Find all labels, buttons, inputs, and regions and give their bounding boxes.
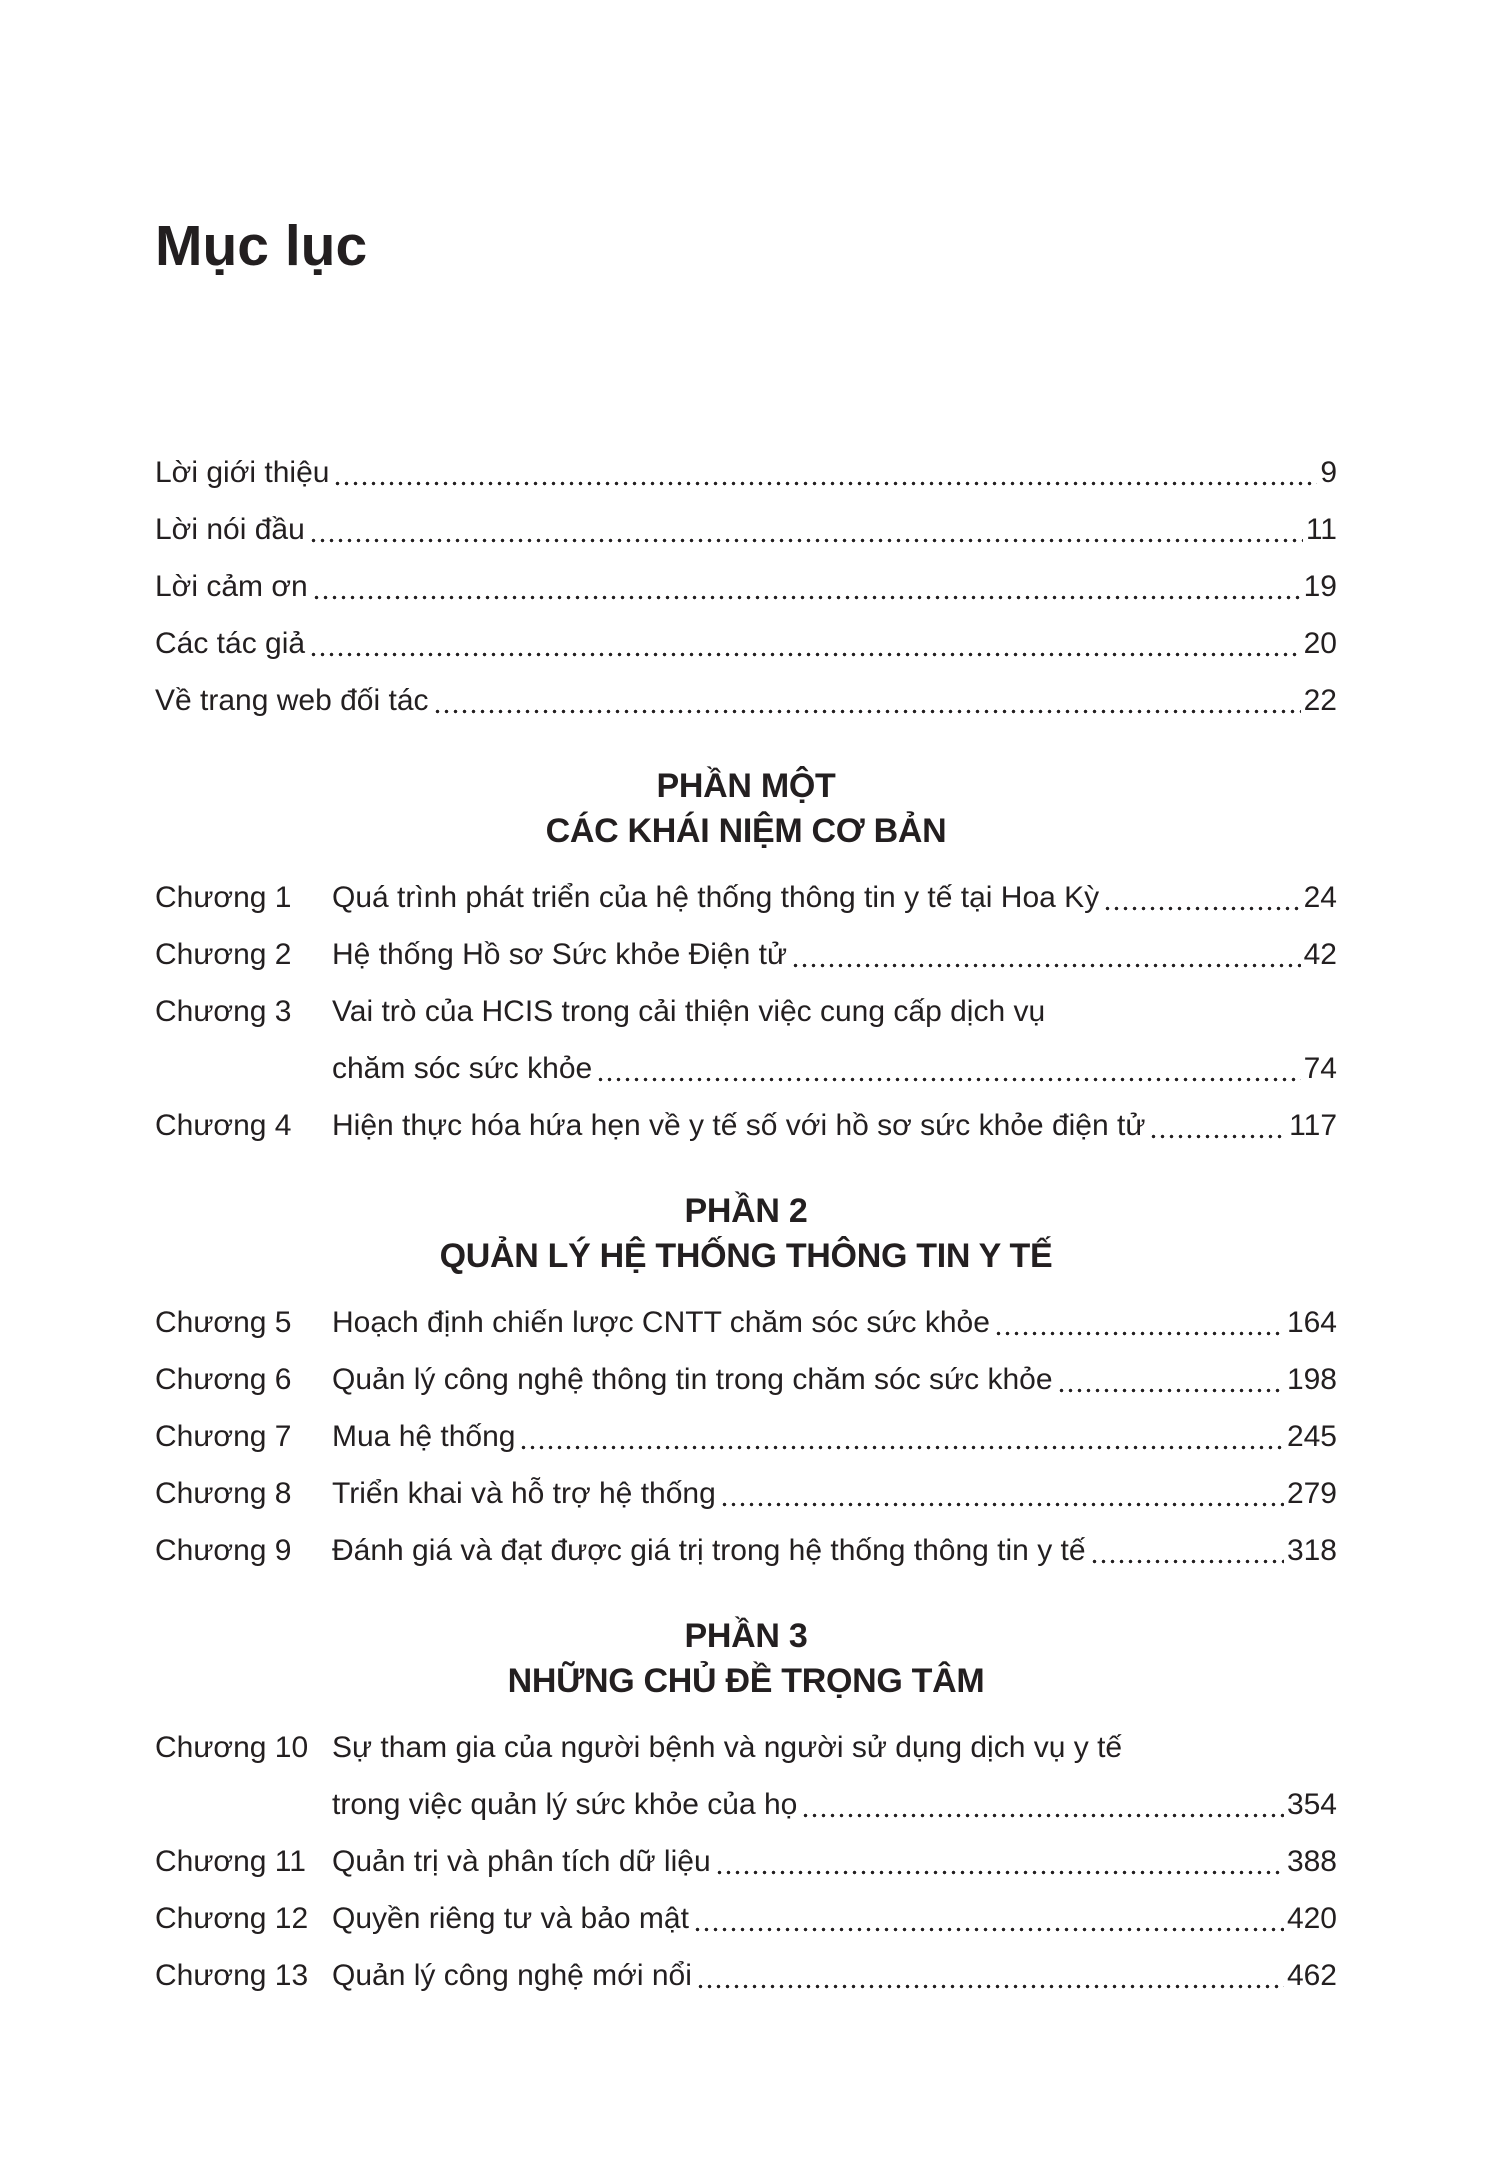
chapter-title-line: Vai trò của HCIS trong cải thiện việc cung cấp dịch vụ [332,995,1046,1028]
part-heading [155,1614,1337,1704]
chapter-entry [155,1294,1337,1351]
chapter-label: Chương 6 [155,1363,292,1396]
chapter-label: Chương 2 [155,938,292,971]
page-number: 354 [1286,1788,1337,1821]
chapter-label: Chương 1 [155,881,292,914]
chapter-label: Chương 8 [155,1477,292,1510]
entry-title: Quản lý công nghệ mới nổi [332,1959,692,1992]
chapter-label: Chương 11 [155,1845,306,1878]
front-matter-entry [155,501,1337,558]
entry-title: Các tác giả [155,627,306,660]
page-number: 9 [1320,456,1337,489]
entry-title: Mua hệ thống [332,1420,516,1453]
dot-leader [309,501,1303,558]
chapter-entry [155,1522,1337,1579]
chapter-entry [155,1465,1337,1522]
entry-title: Quá trình phát triển của hệ thống thông tin y tế tại Hoa Kỳ [332,881,1100,914]
dot-leader [519,1408,1283,1465]
toc-entry-line [332,1294,1337,1351]
entry-title: Về trang web đối tác [155,684,429,717]
dot-leader [1090,1522,1284,1579]
page-number: 420 [1286,1902,1337,1935]
toc-entry-line [332,1833,1337,1890]
page-number: 164 [1286,1306,1337,1339]
chapter-entry [155,1947,1337,2004]
toc-entry-line [332,1351,1337,1408]
chapter-label: Chương 4 [155,1109,292,1142]
chapter-label: Chương 3 [155,995,292,1028]
entry-title: Hiện thực hóa hứa hẹn về y tế số với hồ sơ sức khỏe điện tử [332,1109,1146,1142]
toc-entry-line [155,672,1337,729]
dot-leader [333,444,1317,501]
page-number: 245 [1286,1420,1337,1453]
chapter-title-block [332,1294,1337,1351]
chapter-list [155,869,1337,1154]
part-title: NHỮNG CHỦ ĐỀ TRỌNG TÂM [507,1662,985,1700]
part-number: PHẦN 3 [684,1617,808,1655]
toc-entry-line [332,1522,1337,1579]
entry-title: Quản trị và phân tích dữ liệu [332,1845,711,1878]
chapter-label: Chương 9 [155,1534,292,1567]
chapter-title-block [332,983,1337,1097]
dot-leader [693,1890,1284,1947]
entry-title: Quản lý công nghệ thông tin trong chăm sóc sức khỏe [332,1363,1053,1396]
entry-title: Lời nói đầu [155,513,305,546]
front-matter-entry [155,558,1337,615]
part-number: PHẦN MỘT [656,767,836,805]
entry-title: Triển khai và hỗ trợ hệ thống [332,1477,716,1510]
chapter-title-block [332,1833,1337,1890]
chapter-title-block [332,1351,1337,1408]
toc-entry-line [332,1097,1337,1154]
dot-leader [720,1465,1284,1522]
dot-leader [1149,1097,1286,1154]
front-matter-entry [155,444,1337,501]
chapter-title-block [332,1522,1337,1579]
dot-leader [791,926,1301,983]
chapter-entry [155,983,1337,1097]
part-title: CÁC KHÁI NIỆM CƠ BẢN [545,812,947,850]
page-number: 20 [1303,627,1337,660]
toc-entry-line [155,558,1337,615]
chapter-list [155,1719,1337,2004]
chapter-entry [155,869,1337,926]
entry-title: Quyền riêng tư và bảo mật [332,1902,689,1935]
dot-leader [1057,1351,1284,1408]
toc-entry-line [155,615,1337,672]
front-matter-entry [155,615,1337,672]
page-number: 24 [1303,881,1337,914]
chapter-label: Chương 7 [155,1420,292,1453]
chapter-title-block [332,926,1337,983]
chapter-label: Chương 13 [155,1959,309,1992]
toc-entry-line [332,926,1337,983]
entry-title: trong việc quản lý sức khỏe của họ [332,1788,798,1821]
toc-entry-line [332,869,1337,926]
chapter-label: Chương 10 [155,1731,309,1764]
entry-title: Hoạch định chiến lược CNTT chăm sóc sức khỏe [332,1306,990,1339]
dot-leader [433,672,1301,729]
chapter-title-block [332,1097,1337,1154]
part-title: QUẢN LÝ HỆ THỐNG THÔNG TIN Y TẾ [439,1237,1053,1275]
chapter-list [155,1294,1337,1579]
sections-container [155,764,1337,2004]
chapter-label: Chương 12 [155,1902,309,1935]
chapter-entry [155,1097,1337,1154]
chapter-title-block [332,869,1337,926]
page-number: 42 [1303,938,1337,971]
chapter-entry [155,1351,1337,1408]
toc-entry-line [332,1465,1337,1522]
dot-leader [696,1947,1284,2004]
chapter-entry [155,1408,1337,1465]
toc-entry-line [332,1040,1337,1097]
chapter-title-block [332,1465,1337,1522]
entry-title: Đánh giá và đạt được giá trị trong hệ thống thông tin y tế [332,1534,1086,1567]
dot-leader [596,1040,1300,1097]
dot-leader [312,558,1301,615]
page-number: 279 [1286,1477,1337,1510]
page-number: 117 [1289,1109,1337,1142]
part-heading [155,764,1337,854]
entry-title: chăm sóc sức khỏe [332,1052,593,1085]
dot-leader [309,615,1301,672]
chapter-title-line: Sự tham gia của người bệnh và người sử dụng dịch vụ y tế [332,1731,1123,1764]
toc-entry-line [332,1947,1337,2004]
chapter-entry [155,1890,1337,1947]
chapter-title-block [332,1408,1337,1465]
toc-entry-line [155,444,1337,501]
page-number: 11 [1305,513,1337,546]
chapter-title-block [332,1719,1337,1833]
entry-title: Hệ thống Hồ sơ Sức khỏe Điện tử [332,938,788,971]
page-number: 462 [1286,1959,1337,1992]
page-number: 318 [1286,1534,1337,1567]
page-number: 74 [1303,1052,1337,1085]
chapter-title-block [332,1890,1337,1947]
part-number: PHẦN 2 [684,1192,808,1230]
dot-leader [715,1833,1284,1890]
front-matter-list [155,444,1337,729]
toc-entry-line [332,1776,1337,1833]
toc-entry-line [155,501,1337,558]
chapter-label: Chương 5 [155,1306,292,1339]
dot-leader [801,1776,1284,1833]
part-heading [155,1189,1337,1279]
chapter-entry [155,1719,1337,1833]
entry-title: Lời giới thiệu [155,456,330,489]
chapter-title-block [332,1947,1337,2004]
page-title: Mục lục [155,214,368,278]
page-number: 198 [1286,1363,1337,1396]
chapter-entry [155,1833,1337,1890]
toc-entry-line [332,1890,1337,1947]
dot-leader [1103,869,1300,926]
front-matter-entry [155,672,1337,729]
dot-leader [994,1294,1284,1351]
page-number: 388 [1286,1845,1337,1878]
page-number: 19 [1303,570,1337,603]
entry-title: Lời cảm ơn [155,570,308,603]
toc-entry-line [332,1408,1337,1465]
page-number: 22 [1303,684,1337,717]
chapter-entry [155,926,1337,983]
